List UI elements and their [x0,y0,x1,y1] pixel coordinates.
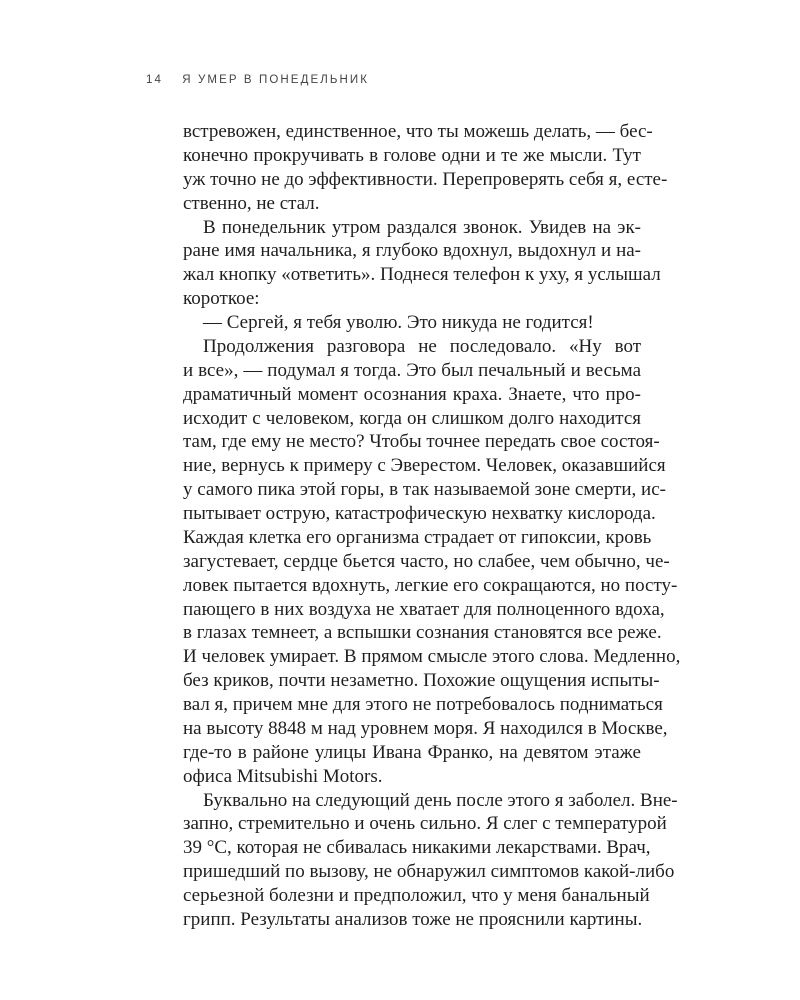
text-line: И человек умирает. В прямом смысле этого слова. Медленно, [183,646,681,668]
text-line: жал кнопку «ответить». Поднеся телефон к уху, я услышал [183,264,661,286]
text-line: драматичный момент осознания краха. Знаете, что про- [183,383,641,405]
paragraph [183,789,678,932]
text-line: Буквально на следующий день после этого я заболел. Вне- [203,789,678,811]
text-line: встревожен, единственное, что ты можешь делать, — бес- [183,121,653,142]
page-number: 14 [146,74,163,86]
text-line: в глазах темнеет, а вспышки сознания становятся все реже. [183,622,662,644]
text-line: В понедельник утром раздался звонок. Увидев на эк- [203,216,641,238]
text-line: у самого пика этой горы, в так называемой зоне смерти, ис- [183,479,666,501]
text-line: ловек пытается вдохнуть, легкие его сокращаются, но посту- [183,574,678,596]
text-line: исходит с человеком, когда он слишком долго находится [183,407,641,429]
text-line: грипп. Результаты анализов тоже не прояснили картины. [183,908,643,930]
text-line: 39 °C, которая не сбивалась никакими лекарствами. Врач, [183,837,651,859]
text-line: на высоту 8848 м над уровнем моря. Я находился в Москве, [183,717,668,739]
text-line: ране имя начальника, я глубоко вдохнул, выдохнул и на- [183,240,641,262]
text-line: пришедший по вызову, не обнаружил симптомов какой-либо [183,861,675,883]
body-text [183,120,681,932]
text-line: где-то в районе улицы Ивана Франко, на девятом этаже [183,741,641,763]
paragraph [183,216,661,312]
book-title: Я УМЕР В ПОНЕДЕЛЬНИК [182,74,370,86]
text-line: офиса Mitsubishi Motors. [183,765,383,787]
text-line: ственно, не стал. [183,192,320,214]
text-line: пытывает острую, катастрофическую нехватку кислорода. [183,503,656,524]
paragraph [183,120,668,216]
text-line: уж точно не до эффективности. Перепроверять себя я, есте- [183,168,668,190]
text-line: запно, стремительно и очень сильно. Я слег с температурой [183,813,667,835]
paragraph [183,311,641,335]
text-line: и все», — подумал я тогда. Это был печальный и весьма [183,359,641,381]
text-line: конечно прокручивать в голове одни и те же мысли. Тут [183,144,641,166]
text-line: ние, вернусь к примеру с Эверестом. Человек, оказавшийся [183,455,666,477]
text-line: серьезной болезни и предположил, что у меня банальный [183,885,650,906]
text-line: пающего в них воздуха не хватает для полноценного вдоха, [183,598,665,620]
text-line: короткое: [183,288,260,310]
text-line: Каждая клетка его организма страдает от гипоксии, кровь [183,526,652,548]
paragraph [183,335,681,789]
running-head [146,74,369,90]
text-line: там, где ему не место? Чтобы точнее передать свое состоя- [183,431,660,453]
text-line: — Сергей, я тебя уволю. Это никуда не годится! [203,312,594,333]
text-line: Продолжения разговора не последовало. «Ну вот [203,335,641,357]
text-line: вал я, причем мне для этого не потребовалось подниматься [183,694,663,715]
text-line: без криков, почти незаметно. Похожие ощущения испыты- [183,670,660,692]
text-line: загустевает, сердце бьется часто, но слабее, чем обычно, че- [183,550,670,572]
